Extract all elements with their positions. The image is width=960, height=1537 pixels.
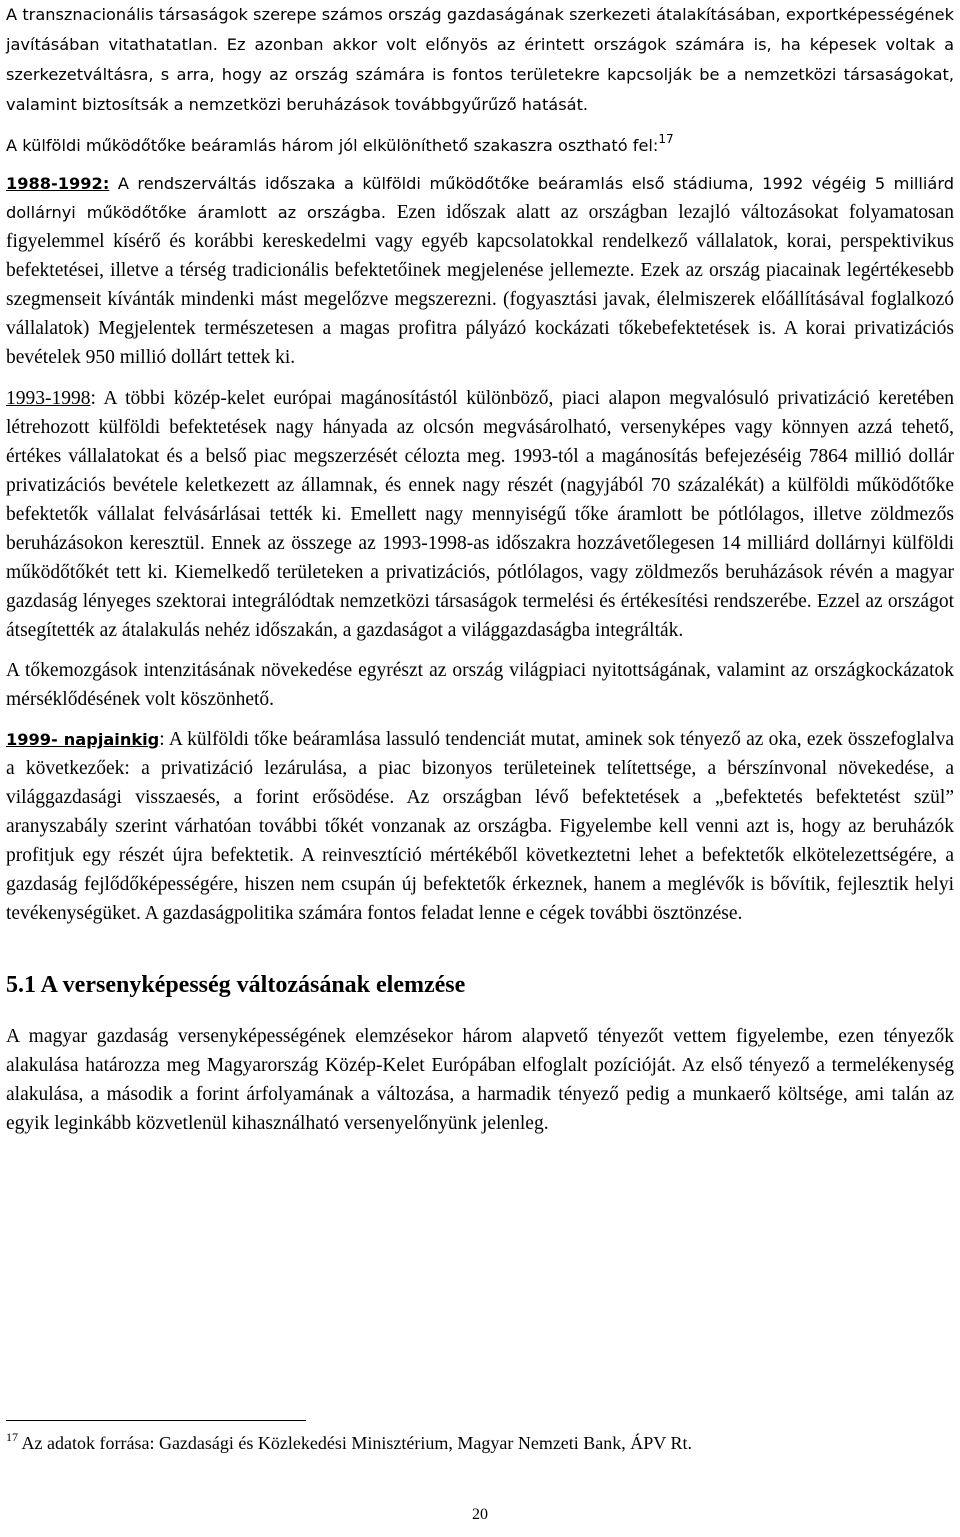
stage-1993-1998-label: 1993-1998 (6, 388, 91, 409)
capital-movements-text: A tőkemozgások intenzitásának növekedése egyrészt az ország világpiaci nyitottságának, valamint az országkockázatok mérséklődésének volt köszönhető. (6, 660, 954, 710)
footnote-divider (6, 1420, 306, 1421)
stage-1988-1992-label: 1988-1992: (6, 174, 110, 193)
paragraph-capital-movements (6, 656, 954, 714)
paragraph-fdi-stages-intro (6, 131, 954, 160)
stage-1988-1992-serif-text: Ezen időszak alatt az országban lezajló változásokat folyamatosan figyelemmel kísérő és korábbi kereskedelmi vagy egyéb kapcsolatokkal rendelkező vállalatok, korai, perspektivikus befektetései, illetve a térség tradicionális befektetőinek megjelenése jellemezte. Ezek az ország piacainak legértékesebb szegmenseit kívánták mindenki mást megelőzve megszerezni. (fogyasztási javak, élelmiszerek előállításával foglalkozó vállalatok) Megjelentek természetesen a magas profitra pályázó kockázati tőkebefektetések is. A korai privatizációs bevételek 950 millió dollárt tettek ki. (6, 202, 954, 368)
fdi-stages-intro-text: A külföldi működőtőke beáramlás három jól elkülöníthető szakaszra osztható fel: (6, 136, 659, 155)
footnote-reference: 17 (658, 132, 674, 146)
paragraph-transnational-companies: A transznacionális társaságok szerepe számos ország gazdaságának szerkezeti átalakításában, exportképességének javításában vitathatatlan. Ez azonban akkor volt előnyös az érintett országok számára is, ha képesek voltak a szerkezetváltásra, s arra, hogy az ország számára is fontos területekre kapcsolják be a nemzetközi társaságokat, valamint biztosítsák a nemzetközi beruházások továbbgyűrűző hatását. (6, 5, 954, 114)
stage-1988-1992-sans-text: A rendszerváltás időszaka a külföldi működőtőke beáramlás első stádiuma, 1992 végéig 5 milliárd dollárnyi működőtőke áramlott az országba. (6, 174, 954, 222)
paragraph-stage-1988-1992 (6, 169, 954, 372)
stage-1993-1998-text: : A többi közép-kelet európai magánosítástól különböző, piaci alapon megvalósuló privatizáció keretében létrehozott külföldi befektetések nagy hányada az olcsón megvásárolható, versenyképes vagy könnyen azzá tehető, értékes vállalatokat és a belső piac megszerzését célozta meg. 1993-tól a magánosítás befejezéséig 7864 millió dollár privatizációs bevétele keletkezett az államnak, és ennek nagy részét (nagyjából 70 százalékát) a külföldi működőtőke befektetők vállalat felvásárlásai tették ki. Emellett nagy mennyiségű tőke áramlott be pótlólagos, illetve zöldmezős beruházásokon keresztül. Ennek az összege az 1993-1998-as időszakra hozzávetőlegesen 14 milliárd dollárnyi külföldi működőtőkét tett ki. Kiemelkedő területeken a privatizációs, pótlólagos, vagy zöldmezős beruházások révén a magyar gazdaság lényeges szektorai integrálódtak nemzetközi társaságok termelési és értékesítési rendszerébe. Ezzel az országot átsegítették az átalakulás nehéz időszakán, a gazdaságot a világgazdaságba integrálták. (6, 388, 954, 641)
page-number: 20 (472, 1506, 488, 1523)
footnote (6, 1430, 954, 1456)
paragraph-stage-1993-1998 (6, 384, 954, 645)
document-page (6, 0, 954, 1138)
competitiveness-text: A magyar gazdaság versenyképességének elemzésekor három alapvető tényezőt vettem figyelembe, ezen tényezők alakulása határozza meg Magyarország Közép-Kelet Európában elfoglalt pozícióját. Az első tényező a termelékenység alakulása, a második a forint árfolyamának a változása, a harmadik tényező pedig a munkaerő költsége, ami talán az egyik leginkább közvetlenül kihasználható versenyelőnyünk jelenleg. (6, 1026, 954, 1134)
footnote-number: 17 (6, 1430, 18, 1444)
paragraph-competitiveness (6, 1022, 954, 1138)
paragraph-stage-1999-present (6, 725, 954, 928)
stage-1999-present-text: : A külföldi tőke beáramlása lassuló tendenciát mutat, aminek sok tényező az oka, ezek összefoglalva a következőek: a privatizáció lezárulása, a piac bizonyos területeinek telítettsége, a bérszínvonal növekedése, a világgazdasági visszaesés, a forint erősödése. Az országban lévő befektetések a „befektetés befektetést szül” aranyszabály szerint várhatóan további tőkét vonzanak az országba. Figyelembe kell venni azt is, hogy az beruházók profitjuk egy részét újra befektetik. A reinvesztíció mértékéből következtetni lehet a befektetők elkötelezettségére, a gazdaság fejlődőképességére, hiszen nem csupán új befektetők érkeznek, hanem a meglévők is bővítik, fejlesztik helyi tevékenységüket. A gazdaságpolitika számára fontos feladat lenne e cégek további ösztönzése. (6, 729, 954, 924)
stage-1999-present-label: 1999- napjainkig (6, 730, 160, 749)
section-heading: 5.1 A versenyképesség változásának elemzése (6, 972, 466, 998)
footnote-text: Az adatok forrása: Gazdasági és Közlekedési Minisztérium, Magyar Nemzeti Bank, ÁPV Rt. (18, 1433, 692, 1453)
